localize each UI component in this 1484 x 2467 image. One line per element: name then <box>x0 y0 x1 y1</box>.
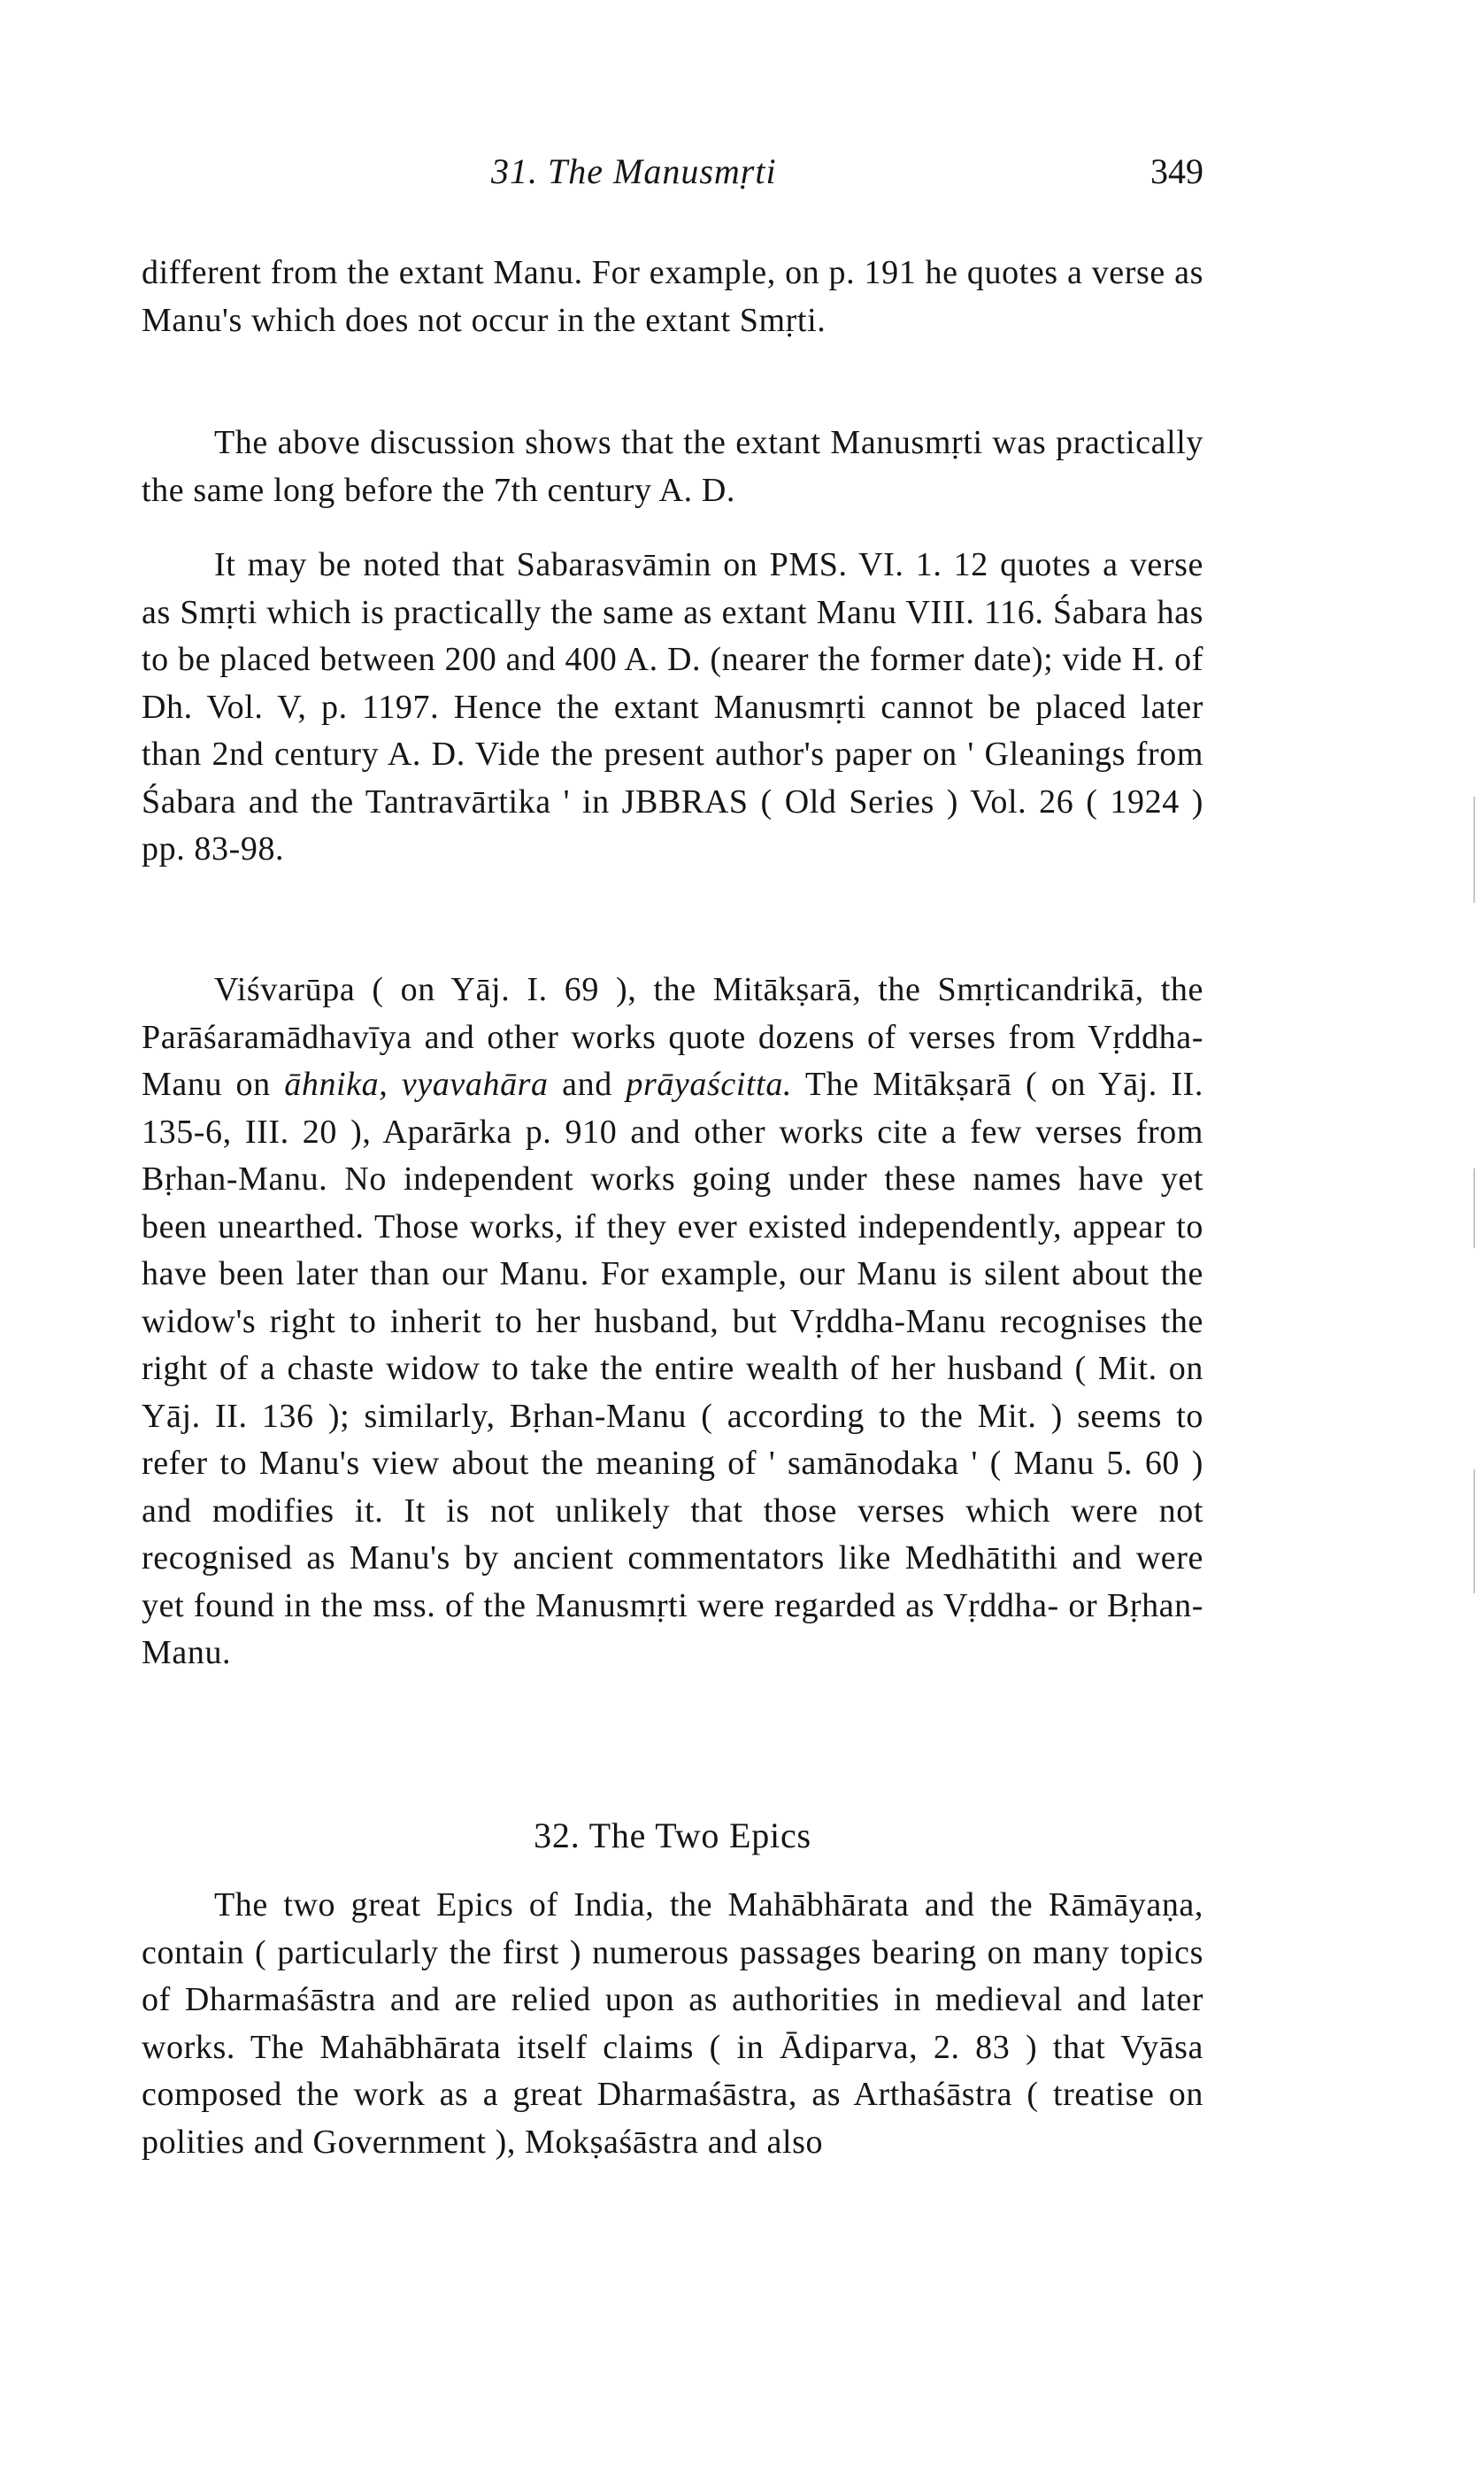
running-head <box>142 150 1203 204</box>
running-head-title: 31. The Manusmṛti <box>491 151 777 191</box>
scan-mark <box>1473 1168 1475 1248</box>
text-run: and <box>548 1066 627 1103</box>
sanskrit-term: āhnika, <box>284 1066 388 1103</box>
paragraph-discussion <box>142 420 1203 514</box>
paragraph-text: different from the extant Manu. For example, on p. 191 he quotes a verse as Manu's which does not occur in the extant Smṛti. <box>142 254 1203 339</box>
scan-mark <box>1473 1469 1475 1593</box>
sanskrit-term: prāyaścitta. <box>626 1066 793 1103</box>
scan-mark <box>1473 797 1475 903</box>
paragraph-visvarupa <box>142 967 1203 1677</box>
paragraph-text: It may be noted that Sabarasvāmin on PMS. VI. 1. 12 quotes a verse as Smṛti which is practically the same as extant Manu VIII. 116. Śabara has to be placed between 200 and 400 A. D. (nearer the former date); vide H. of Dh. Vol. V, p. 1197. Hence the extant Manusmṛti cannot be placed later than 2nd century A. D. Vide the present author's paper on ' Gleanings from Śabara and the Tantravārtika ' in JBBRAS ( Old Series ) Vol. 26 ( 1924 ) pp. 83-98. <box>142 546 1203 867</box>
paragraph-sabarasvamin <box>142 542 1203 874</box>
text-run <box>388 1066 402 1103</box>
text-run: Viśvarūpa ( on Yāj. I. 69 ), the Mitākṣarā, the Smṛticandrikā, the Parāśaramādhavīya and other works quote dozens of verses from Vṛddha-Manu on <box>142 971 1203 1103</box>
paragraph-two-epics <box>142 1882 1203 2166</box>
scan-edge-marks <box>1473 797 1477 1682</box>
page-number: 349 <box>1150 151 1203 191</box>
sanskrit-term: vyavahāra <box>401 1066 549 1103</box>
text-run: The Mitākṣarā ( on Yāj. II. 135-6, III. 20 ), Aparārka p. 910 and other works cite a few verses from Bṛhan-Manu. No independent works going under these names have yet been unearthed. Those works, if they ever existed independently, appear to have been later than our Manu. For example, our Manu is silent about the widow's right to inherit to her husband, but Vṛddha-Manu recognises the right of a chaste widow to take the entire wealth of her husband ( Mit. on Yāj. II. 136 ); similarly, Bṛhan-Manu ( according to the Mit. ) seems to refer to Manu's view about the meaning of ' samānodaka ' ( Manu 5. 60 ) and modifies it. It is not unlikely that those verses which were not recognised as Manu's by ancient commentators like Medhātithi and were yet found in the mss. of the Manusmṛti were regarded as Vṛddha- or Bṛhan-Manu. <box>142 1066 1203 1671</box>
paragraph-text: The two great Epics of India, the Mahābhārata and the Rāmāyaṇa, contain ( particularly the first ) numerous passages bearing on many topics of Dharmaśāstra and are relied upon as authorities in medieval and later works. The Mahābhārata itself claims ( in Ādiparva, 2. 83 ) that Vyāsa composed the work as a great Dharmaśāstra, as Arthaśāstra ( treatise on polities and Government ), Mokṣaśāstra and also <box>142 1886 1203 2161</box>
section-heading: 32. The Two Epics <box>534 1816 811 1855</box>
paragraph-text: The above discussion shows that the extant Manusmṛti was practically the same long before the 7th century A. D. <box>142 424 1203 509</box>
paragraph-text <box>142 967 1203 1677</box>
paragraph-continuation <box>142 250 1203 344</box>
